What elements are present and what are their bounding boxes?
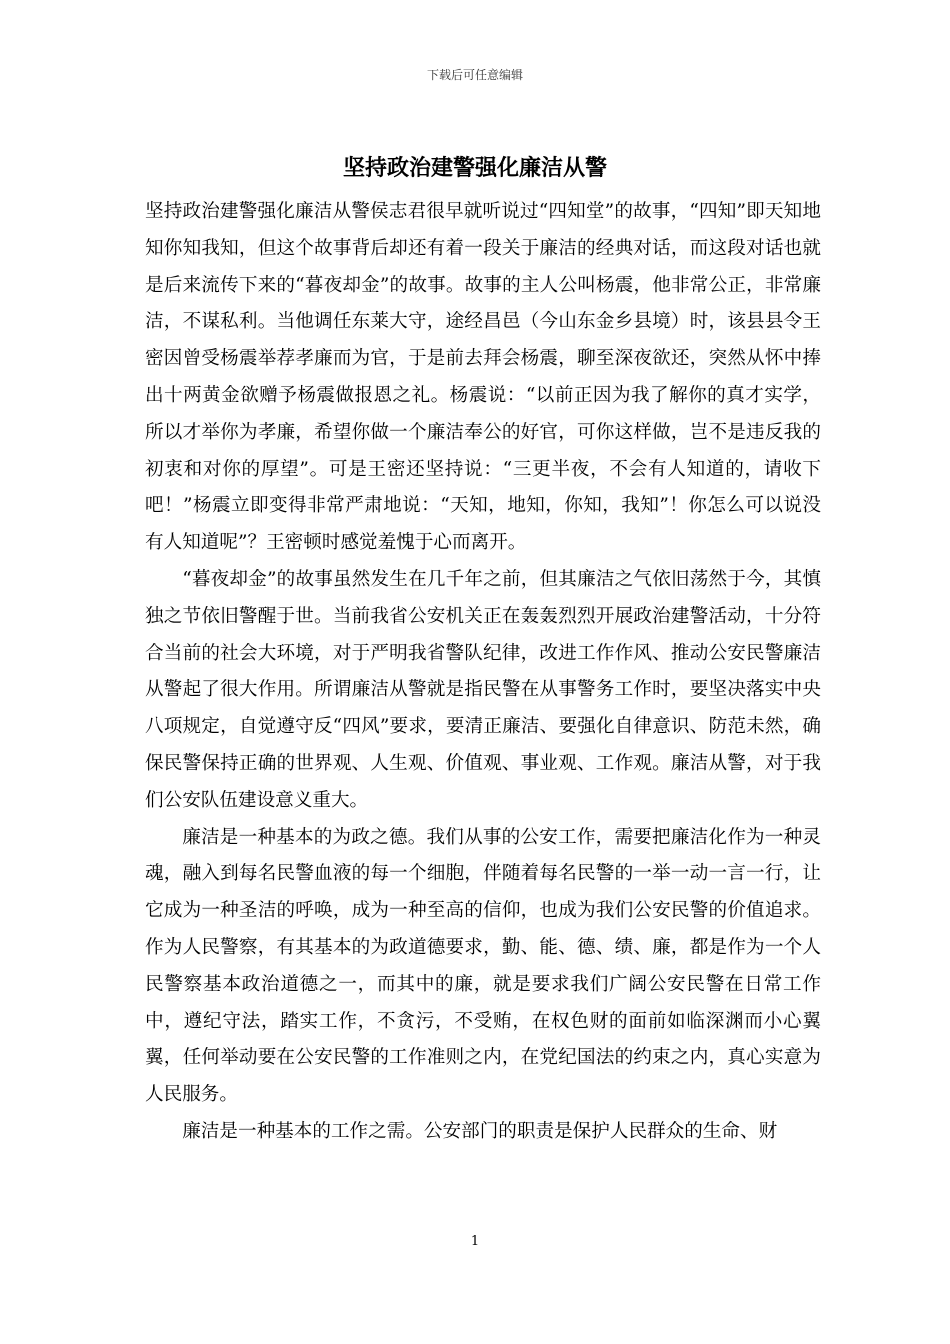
header-note: 下载后可任意编辑 <box>426 68 523 82</box>
paragraph-3: 廉洁是一种基本的为政之德。我们从事的公安工作，需要把廉洁化作为一种灵魂，融入到每名民警血液的每一个细胞，伴随着每名民警的一举一动一言一行，让它成为一种圣洁的呼唤，成为一种至高的信仰，也成为我们公安民警的价值追求。作为人民警察，有其基本的为政道德要求，勤、能、德、绩、廉，都是作为一个人民警察基本政治道德之一，而其中的廉，就是要求我们广阔公安民警在日常工作中，遵纪守法，踏实工作，不贪污，不受贿，在权色财的面前如临深渊而小心翼翼，任何举动要在公安民警的工作准则之内，在党纪国法的约束之内，真心实意为人民服务。 <box>145 826 821 1106</box>
document-title: 坚持政治建警强化廉洁从警 <box>342 155 607 181</box>
page-number: 1 <box>470 1234 480 1249</box>
paragraph-1: 坚持政治建警强化廉洁从警侯志君很早就听说过“四知堂”的故事，“四知”即天知地知你知我知，但这个故事背后却还有着一段关于廉洁的经典对话，而这段对话也就是后来流传下来的“暮夜却金”的故事。故事的主人公叫杨震，他非常公正，非常廉洁，不谋私利。当他调任东莱大守，途经昌邑（今山东金乡县境）时，该县县令王密因曾受杨震举荐孝廉而为官，于是前去拜会杨震，聊至深夜欲还，突然从怀中捧出十两黄金欲赠予杨震做报恩之礼。杨震说：“以前正因为我了解你的真才实学，所以才举你为孝廉，希望你做一个廉洁奉公的好官，可你这样做，岂不是违反我的初衷和对你的厚望”。可是王密还坚持说：“三更半夜，不会有人知道的，请收下吧！”杨震立即变得非常严肃地说：“天知，地知，你知，我知”！你怎么可以说没有人知道呢”？王密顿时感觉羞愧于心而离开。 <box>145 201 821 554</box>
paragraph-2: “暮夜却金”的故事虽然发生在几千年之前，但其廉洁之气依旧荡然于今，其慎独之节依旧警醒于世。当前我省公安机关正在轰轰烈烈开展政治建警活动，十分符合当前的社会大环境，对于严明我省警队纪律，改进工作作风、推动公安民警廉洁从警起了很大作用。所谓廉洁从警就是指民警在从事警务工作时，要坚决落实中央八项规定，自觉遵守反“四风”要求，要清正廉洁、要强化自律意识、防范未然，确保民警保持正确的世界观、人生观、价值观、事业观、工作观。廉洁从警，对于我们公安队伍建设意义重大。 <box>145 568 821 811</box>
paragraph-4: 廉洁是一种基本的工作之需。公安部门的职责是保护人民群众的生命、财 <box>182 1120 778 1142</box>
document-body <box>145 194 821 1151</box>
